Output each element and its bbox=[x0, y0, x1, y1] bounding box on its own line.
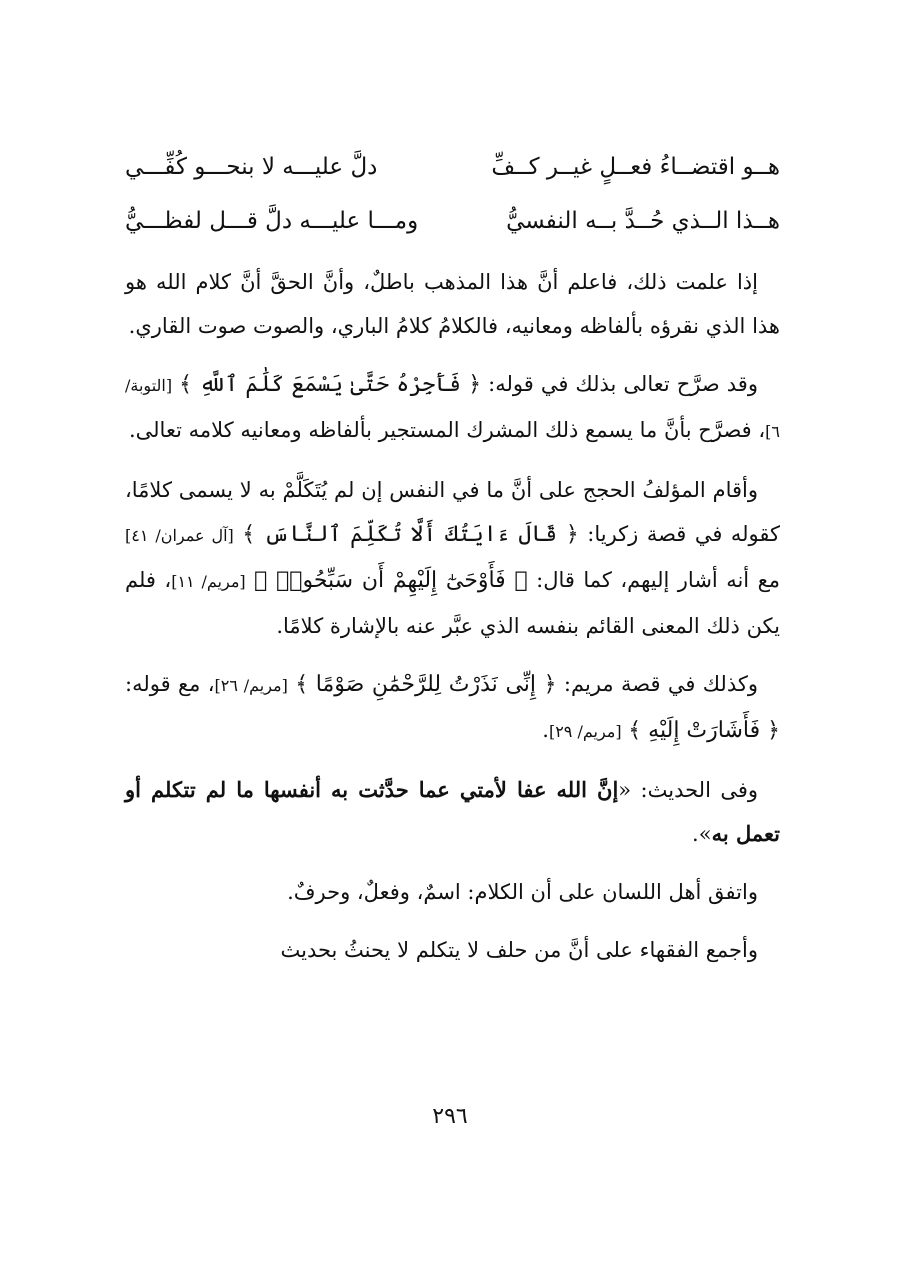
paragraph-5-before: وفى الحديث: « bbox=[618, 778, 759, 802]
page-body bbox=[125, 140, 780, 972]
page-number: ٢٩٦ bbox=[432, 1104, 468, 1129]
verse-1-second-hemistich: دلَّ عليـــه لا بنحـــو كُفِّـــي bbox=[125, 154, 378, 180]
paragraph-1-text: إذا علمت ذلك، فاعلم أنَّ هذا المذهب باطلٌ، وأنَّ الحقَّ أنَّ كلام الله هو هذا الذي نقرؤه بألفاظه ومعانيه، فالكلامُ كلامُ الباري، والصوت صوت القاري. bbox=[125, 270, 780, 338]
paragraph-2 bbox=[125, 362, 780, 454]
quran-quote-maryam-26: ﴿ إِنِّى نَذَرْتُ لِلرَّحْمَٰنِ صَوْمًا ﴾ bbox=[295, 672, 557, 697]
paragraph-5 bbox=[125, 768, 780, 856]
verse-1-first-hemistich: هــو اقتضــاءُ فعــلٍ غيــر كــفِّ bbox=[491, 154, 780, 180]
paragraph-3-after: ، فلم يكن ذلك المعنى القائم بنفسه الذي عبَّر عنه بالإشارة كلامًا. bbox=[125, 568, 780, 638]
quran-ref-maryam-29: [مريم/ ٢٩] bbox=[548, 722, 622, 741]
paragraph-4 bbox=[125, 662, 780, 754]
poem-verse-1 bbox=[125, 140, 780, 194]
hadith-quote: إنَّ الله عفا لأمتي عما حدَّثت به أنفسها ما لم تتكلم أو تعمل به bbox=[125, 777, 780, 846]
paragraph-4-after: . bbox=[542, 718, 549, 742]
paragraph-3-before: وأقام المؤلفُ الحجج على أنَّ ما في النفس إن لم يُتَكَلَّمْ به لا يسمى كلامًا، كقوله في قصة زكريا: bbox=[125, 478, 780, 546]
quran-ref-maryam-11: [مريم/ ١١] bbox=[171, 572, 246, 591]
paragraph-4-before: وكذلك في قصة مريم: bbox=[556, 672, 758, 696]
paragraph-5-after: ». bbox=[692, 822, 712, 846]
poem-verse-2 bbox=[125, 194, 780, 248]
paragraph-6 bbox=[125, 870, 780, 914]
quran-ref-al-imran: [آل عمران/ ٤١] bbox=[125, 526, 234, 545]
verse-2-second-hemistich: ومـــا عليـــه دلَّ قـــل لفظـــيُّ bbox=[125, 208, 419, 234]
paragraph-7 bbox=[125, 928, 780, 972]
paragraph-1 bbox=[125, 260, 780, 348]
paragraph-3 bbox=[125, 468, 780, 648]
quran-quote-al-imran: ﴿ قَالَ ءَايَتُكَ أَلَّا تُكَلِّمَ ٱلنَّاسَ ﴾ bbox=[242, 522, 579, 547]
paragraph-7-text: وأجمع الفقهاء على أنَّ من حلف لا يتكلم لا يحنثُ بحديث bbox=[280, 938, 758, 962]
quran-ref-tawba: [التوبة/ ٦] bbox=[125, 376, 780, 441]
paragraph-2-before: وقد صرَّح تعالى بذلك في قوله: bbox=[481, 372, 758, 396]
paragraph-4-middle: ، مع قوله: bbox=[125, 672, 215, 696]
paragraph-2-after: ، فصرَّح بأنَّ ما يسمع ذلك المشرك المستجير بألفاظه ومعانيه كلامه تعالى. bbox=[128, 418, 766, 442]
paragraph-3-middle: مع أنه أشار إليهم، كما قال: bbox=[527, 568, 781, 592]
paragraph-6-text: واتفق أهل اللسان على أن الكلام: اسمٌ، وفعلٌ، وحرفٌ. bbox=[287, 880, 758, 904]
quran-quote-maryam-29: ﴿ فَأَشَارَتْ إِلَيْهِ ﴾ bbox=[628, 718, 780, 743]
quran-quote-maryam-11: ﴿ فَأَوْحَىٰٓ إِلَيْهِمْ أَن سَبِّحُوا۟ ﴾ bbox=[254, 568, 528, 593]
quran-quote-tawba: ﴿ فَأَجِرْهُ حَتَّىٰ يَسْمَعَ كَلَٰمَ ٱللَّهِ ﴾ bbox=[179, 372, 482, 397]
verse-2-first-hemistich: هــذا الــذي حُــدَّ بــه النفسيُّ bbox=[506, 208, 780, 234]
quran-ref-maryam-26: [مريم/ ٢٦] bbox=[214, 676, 288, 695]
